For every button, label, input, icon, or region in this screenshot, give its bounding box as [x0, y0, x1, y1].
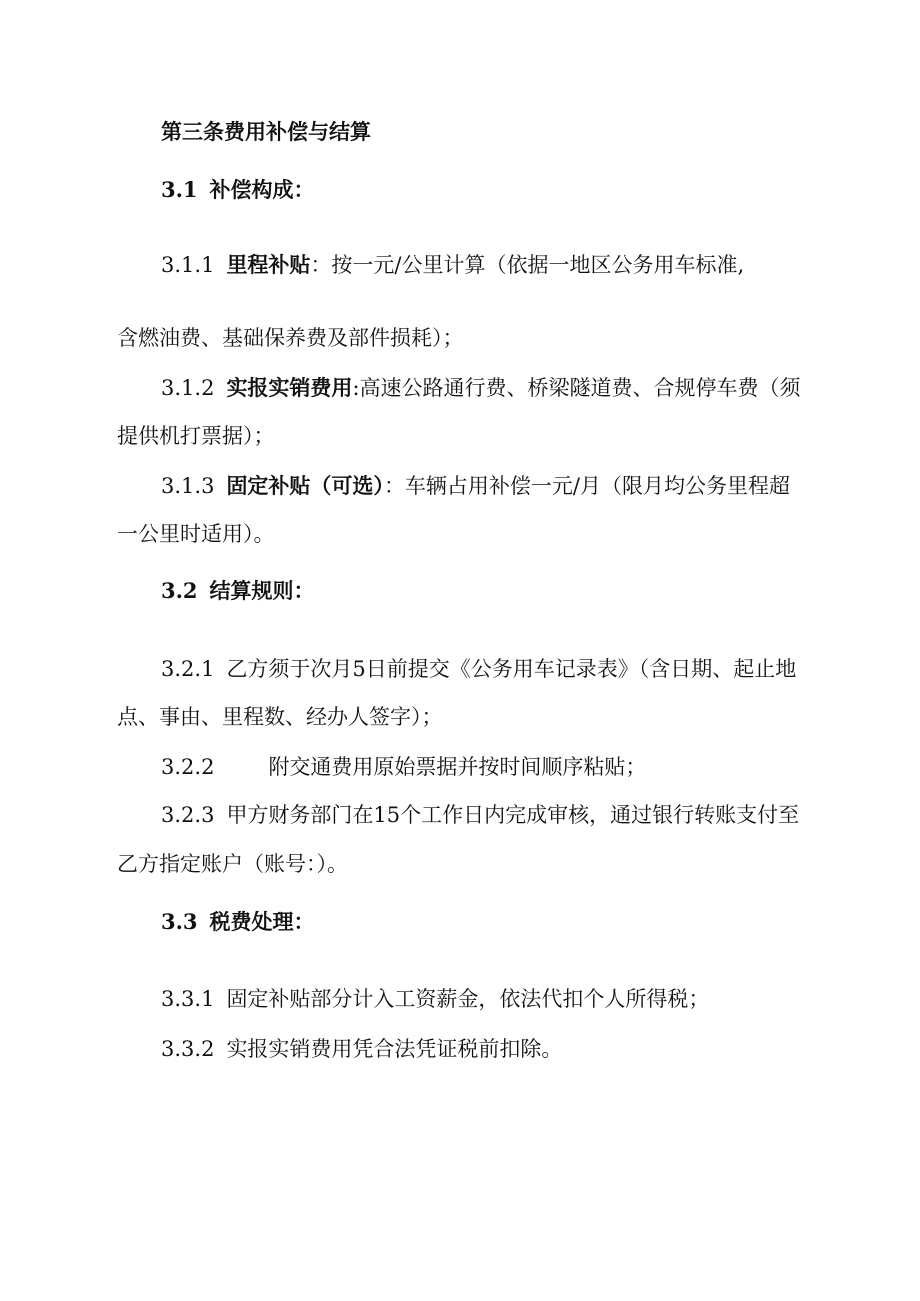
clause-3-2-1-continuation: 点、事由、里程数、经办人签字）； — [117, 705, 443, 729]
article-title: 第三条费用补偿与结算 — [161, 119, 371, 144]
clause-text: 甲方财务部门在15个工作日内完成审核，通过银行转账支付至 — [226, 803, 800, 827]
clause-3-3-1 — [161, 985, 709, 1013]
clause-number: 3.3.1 — [161, 987, 215, 1011]
clause-text: 固定补贴部分计入工资薪金，依法代扣个人所得税； — [226, 987, 710, 1011]
clause-text: 乙方须于次月5日前提交《公务用车记录表》（含日期、起止地 — [226, 657, 797, 681]
clause-number: 3.2.1 — [161, 657, 215, 681]
clause-3-1-1-continuation: 含燃油费、基础保养费及部件损耗）； — [117, 326, 464, 350]
clause-text: 实报实销费用凭合法凭证税前扣除。 — [226, 1037, 563, 1061]
clause-number: 3.2.3 — [161, 803, 215, 827]
clause-3-2-3 — [161, 801, 799, 829]
clause-label: 里程补贴 — [226, 252, 311, 277]
clause-3-1-3-continuation: 一公里时适用）。 — [117, 522, 275, 546]
section-title: 税费处理： — [209, 909, 315, 934]
clause-3-2-2 — [161, 753, 646, 781]
section-number: 3.2 — [161, 578, 198, 603]
section-title: 结算规则： — [209, 578, 315, 603]
clause-number: 3.3.2 — [161, 1037, 215, 1061]
clause-text: ：车辆占用补偿一元/月（限月均公务里程超 — [383, 474, 791, 498]
clause-number: 3.1.1 — [161, 253, 215, 277]
clause-number: 3.2.2 — [161, 755, 215, 779]
clause-text: ：按一元/公里计算（依据一地区公务用车标准, — [310, 253, 745, 277]
clause-3-1-3 — [161, 472, 790, 500]
clause-3-2-3-continuation: 乙方指定账户（账号：）。 — [117, 852, 348, 876]
section-3-2-heading — [161, 577, 315, 605]
clause-3-1-1 — [161, 251, 744, 279]
clause-3-1-2-continuation: 提供机打票据）； — [117, 424, 275, 448]
clause-text: 附交通费用原始票据并按时间顺序粘贴； — [268, 755, 647, 779]
clause-3-2-1 — [161, 655, 796, 683]
section-3-1-heading — [161, 176, 315, 204]
clause-number: 3.1.3 — [161, 474, 215, 498]
clause-number: 3.1.2 — [161, 376, 215, 400]
section-title: 补偿构成： — [209, 177, 315, 202]
clause-label: 固定补贴（可选） — [226, 473, 384, 498]
clause-3-3-2 — [161, 1035, 562, 1063]
clause-3-1-2 — [161, 374, 801, 402]
clause-label: 实报实销费用 — [226, 375, 353, 400]
section-number: 3.1 — [161, 177, 198, 202]
section-number: 3.3 — [161, 909, 198, 934]
section-3-3-heading — [161, 908, 315, 936]
clause-text: :高速公路通行费、桥梁隧道费、合规停车费（须 — [352, 376, 801, 400]
